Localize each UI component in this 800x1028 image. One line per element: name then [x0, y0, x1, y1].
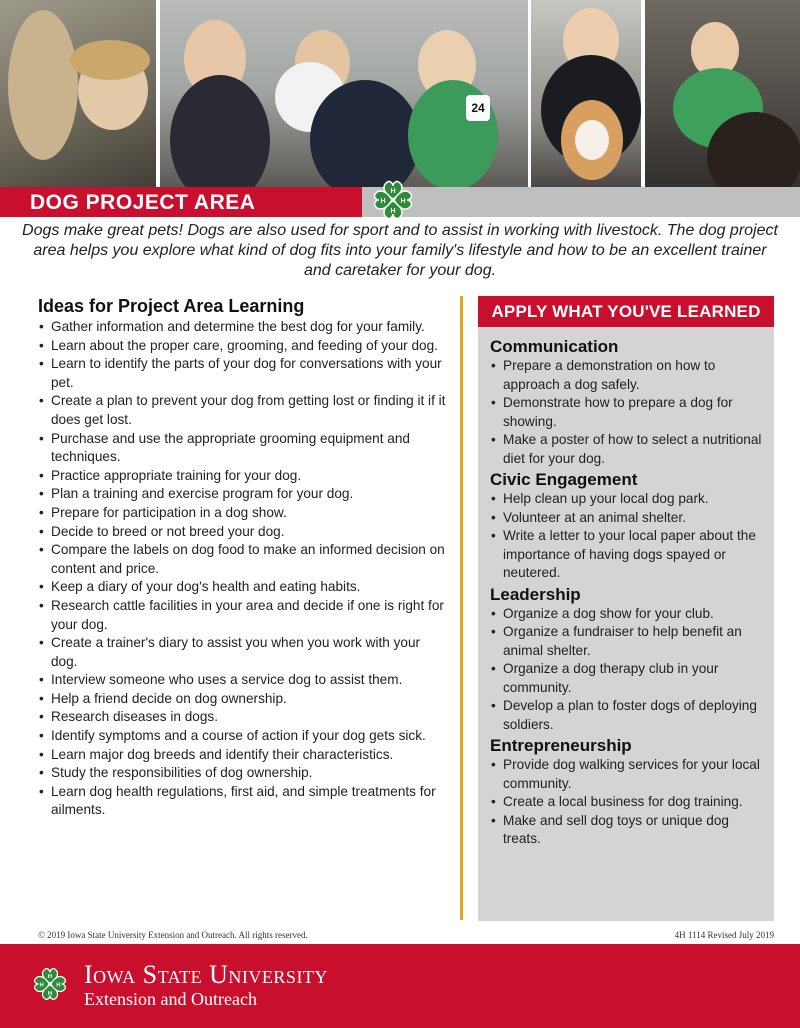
svg-text:H: H: [47, 990, 53, 997]
list-item: • Create a local business for dog training.: [490, 793, 762, 812]
4h-clover-logo-icon: [30, 964, 70, 1004]
list-item: • Research diseases in dogs.: [38, 708, 448, 727]
4h-clover-icon: [369, 176, 417, 224]
svg-text:H: H: [400, 198, 406, 205]
list-item: • Organize a dog show for your club.: [490, 605, 762, 624]
intro-paragraph: Dogs make great pets! Dogs are also used for sport and to assist in working with livestock. The dog project area helps you explore what kind of dog fits into your family's lifestyle and how to be an excellent trainer and caretaker for your dog.: [22, 222, 778, 279]
photo-girls-with-dogs: [160, 0, 528, 198]
list-item: • Identify symptoms and a course of action if your dog gets sick.: [38, 727, 448, 746]
list-item: • Make a poster of how to select a nutritional diet for your dog.: [490, 431, 762, 468]
list-item: • Compare the labels on dog food to make an informed decision on content and price.: [38, 541, 448, 578]
list-item: • Help a friend decide on dog ownership.: [38, 690, 448, 709]
list-item: • Organize a dog therapy club in your community.: [490, 660, 762, 697]
ideas-heading: Ideas for Project Area Learning: [38, 296, 305, 316]
svg-text:H: H: [56, 982, 61, 989]
ideas-list: [38, 318, 448, 820]
list-item: • Prepare for participation in a dog show.: [38, 504, 448, 523]
list-item: • Decide to breed or not breed your dog.: [38, 523, 448, 542]
communication-list: [490, 357, 762, 468]
contest-number-card: 24: [466, 95, 490, 121]
list-item: • Learn about the proper care, grooming, and feeding of your dog.: [38, 337, 448, 356]
svg-text:H: H: [390, 208, 396, 215]
page-title: DOG PROJECT AREA: [30, 191, 256, 214]
civic-engagement-list: [490, 490, 762, 583]
list-item: • Develop a plan to foster dogs of deploying soldiers.: [490, 697, 762, 734]
university-wordmark: Iowa State University: [84, 960, 328, 989]
ideas-section: [38, 296, 448, 820]
list-item: • Demonstrate how to prepare a dog for showing.: [490, 394, 762, 431]
list-item: • Learn dog health regulations, first aid, and simple treatments for ailments.: [38, 783, 448, 820]
photo-girl-with-poodle: [0, 0, 156, 198]
publication-code: 4H 1114 Revised July 2019: [674, 930, 774, 940]
section-title-entrepreneurship: Entrepreneurship: [490, 736, 632, 755]
list-item: • Keep a diary of your dog's health and eating habits.: [38, 578, 448, 597]
section-title-communication: Communication: [490, 337, 619, 356]
list-item: • Prepare a demonstration on how to approach a dog safely.: [490, 357, 762, 394]
list-item: • Learn to identify the parts of your dog for conversations with your pet.: [38, 355, 448, 392]
list-item: • Volunteer at an animal shelter.: [490, 509, 762, 528]
list-item: • Gather information and determine the best dog for your family.: [38, 318, 448, 337]
svg-text:H: H: [47, 974, 53, 981]
photo-strip: [0, 0, 800, 198]
list-item: • Study the responsibilities of dog ownership.: [38, 764, 448, 783]
svg-text:H: H: [380, 198, 386, 205]
extension-wordmark: Extension and Outreach: [84, 989, 257, 1009]
apply-heading: APPLY WHAT YOU'VE LEARNED: [478, 296, 774, 327]
list-item: • Learn major dog breeds and identify their characteristics.: [38, 746, 448, 765]
section-title-leadership: Leadership: [490, 584, 581, 604]
footer-fineprint: [38, 930, 774, 940]
photo-girl-with-corgi: [531, 0, 641, 198]
entrepreneurship-list: [490, 756, 762, 849]
list-item: • Create a trainer's diary to assist you when you work with your dog.: [38, 634, 448, 671]
section-title-civic-engagement: Civic Engagement: [490, 470, 638, 489]
list-item: • Help clean up your local dog park.: [490, 490, 762, 509]
svg-text:H: H: [390, 188, 396, 195]
list-item: • Purchase and use the appropriate grooming equipment and techniques.: [38, 430, 448, 467]
apply-panel: [478, 327, 774, 921]
list-item: • Plan a training and exercise program for your dog.: [38, 485, 448, 504]
list-item: • Make and sell dog toys or unique dog treats.: [490, 812, 762, 849]
column-divider: [460, 296, 463, 920]
list-item: • Practice appropriate training for your dog.: [38, 467, 448, 486]
list-item: • Interview someone who uses a service dog to assist them.: [38, 671, 448, 690]
list-item: • Write a letter to your local paper about the importance of having dogs spayed or neutered.: [490, 527, 762, 583]
list-item: • Create a plan to prevent your dog from getting lost or finding it if it does get lost.: [38, 392, 448, 429]
list-item: • Organize a fundraiser to help benefit an animal shelter.: [490, 623, 762, 660]
list-item: • Provide dog walking services for your local community.: [490, 756, 762, 793]
list-item: • Research cattle facilities in your area and decide if one is right for your dog.: [38, 597, 448, 634]
copyright-text: © 2019 Iowa State University Extension and Outreach. All rights reserved.: [38, 930, 308, 940]
leadership-list: [490, 605, 762, 735]
photo-boy-with-dog: [645, 0, 800, 198]
svg-text:H: H: [39, 982, 44, 989]
